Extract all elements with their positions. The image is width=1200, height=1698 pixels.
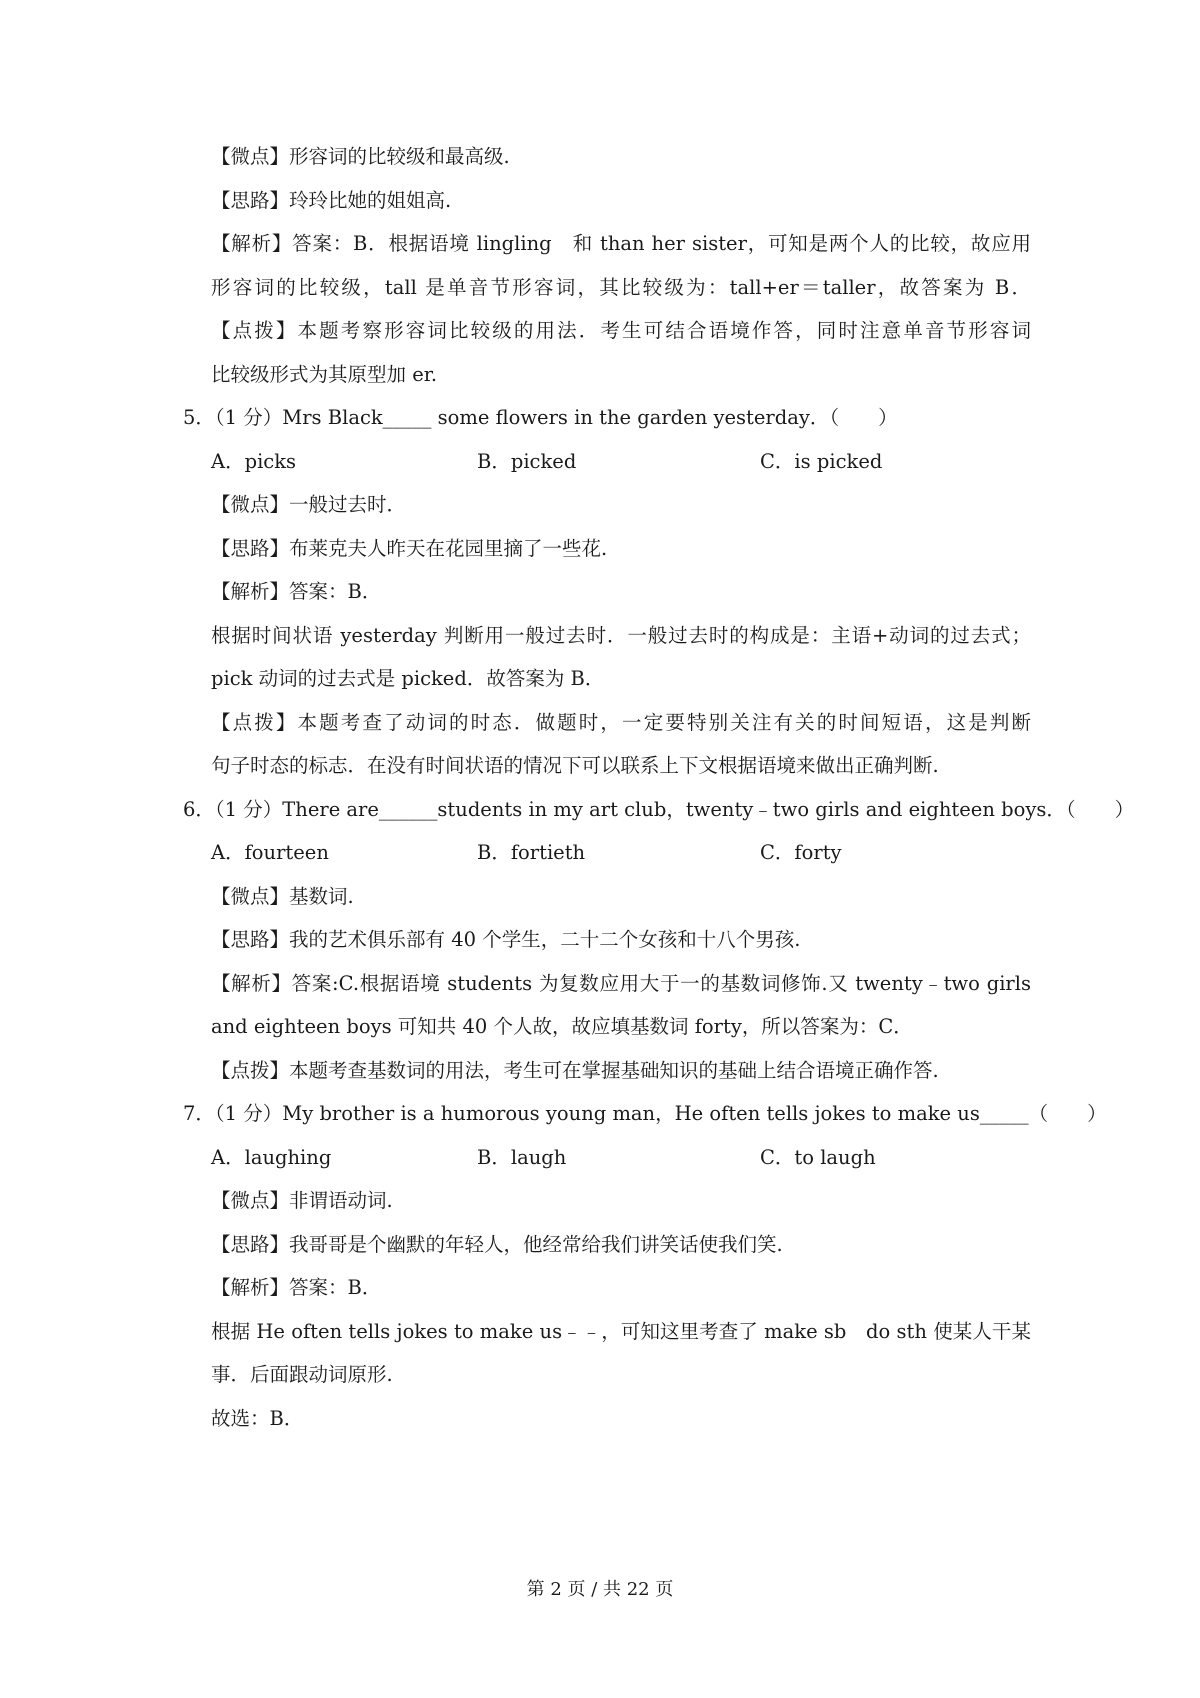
question-7-analysis: 【解析】答案：B． xyxy=(211,1276,382,1299)
question-6-option-a: A．fourteen xyxy=(211,841,329,864)
prev-tip-line-1: 【点拨】本题考察形容词比较级的用法．考生可结合语境作答，同时注意单音节形容词 xyxy=(211,319,1031,342)
question-5-micro-point: 【微点】一般过去时． xyxy=(211,493,407,516)
question-5-tip-line-1: 【点拨】本题考查了动词的时态．做题时，一定要特别关注有关的时间短语，这是判断 xyxy=(211,711,1031,734)
question-5-explanation-line-1: 根据时间状语 yesterday 判断用一般过去时．一般过去时的构成是：主语+动词的过去式； xyxy=(211,624,1031,647)
question-6-tip: 【点拨】本题考查基数词的用法，考生可在掌握基础知识的基础上结合语境正确作答. xyxy=(211,1059,939,1082)
question-5-option-a: A．picks xyxy=(211,450,297,473)
question-5-option-c: C．is picked xyxy=(760,450,883,473)
question-5-stem: 5．（1 分）Mrs Black_____ some flowers in the garden yesterday．（ ） xyxy=(183,406,898,429)
question-7-explanation-line-1: 根据 He often tells jokes to make us﹣﹣，可知这里考查了 make sb do sth 使某人干某 xyxy=(211,1320,1031,1343)
question-7-option-c: C．to laugh xyxy=(760,1146,876,1169)
question-6-analysis-line-1: 【解析】答案:C.根据语境 students 为复数应用大于一的基数词修饰.又 twenty﹣two girls xyxy=(211,972,1031,995)
question-6-micro-point: 【微点】基数词. xyxy=(211,885,354,908)
question-6-idea: 【思路】我的艺术俱乐部有 40 个学生，二十二个女孩和十八个男孩. xyxy=(211,928,801,951)
question-5-option-b: B．picked xyxy=(477,450,577,473)
prev-analysis-line-1: 【解析】答案：B．根据语境 lingling 和 than her sister，可知是两个人的比较，故应用 xyxy=(211,232,1031,255)
prev-analysis-line-2: 形容词的比较级，tall 是单音节形容词，其比较级为：tall+er＝taller，故答案为 B． xyxy=(211,276,1031,299)
question-7-option-b: B．laugh xyxy=(477,1146,567,1169)
question-6-option-b: B．fortieth xyxy=(477,841,586,864)
question-6-analysis-line-2: and eighteen boys 可知共 40 个人故，故应填基数词 forty，所以答案为：C． xyxy=(211,1015,913,1038)
question-7-explanation-line-2: 事．后面跟动词原形. xyxy=(211,1363,393,1386)
page-number-footer: 第 2 页 / 共 22 页 xyxy=(526,1579,674,1600)
question-7-idea: 【思路】我哥哥是个幽默的年轻人，他经常给我们讲笑话使我们笑. xyxy=(211,1233,783,1256)
question-7-option-a: A．laughing xyxy=(211,1146,332,1169)
question-6-stem: 6．（1 分）There are______students in my art club，twenty﹣two girls and eighteen boys．（ ） xyxy=(183,798,1135,821)
question-7-micro-point: 【微点】非谓语动词. xyxy=(211,1189,393,1212)
question-5-analysis: 【解析】答案：B． xyxy=(211,580,382,603)
question-5-idea: 【思路】布莱克夫人昨天在花园里摘了一些花. xyxy=(211,537,608,560)
question-5-tip-line-2: 句子时态的标志．在没有时间状语的情况下可以联系上下文根据语境来做出正确判断. xyxy=(211,754,939,777)
prev-idea: 【思路】玲玲比她的姐姐高. xyxy=(211,189,452,212)
prev-tip-line-2: 比较级形式为其原型加 er. xyxy=(211,363,438,386)
question-5-explanation-line-2: pick 动词的过去式是 picked．故答案为 B． xyxy=(211,667,605,690)
question-7-stem: 7．（1 分）My brother is a humorous young man，He often tells jokes to make us_____（ ） xyxy=(183,1102,1107,1125)
question-6-option-c: C．forty xyxy=(760,841,842,864)
prev-micro-point: 【微点】形容词的比较级和最高级. xyxy=(211,145,510,168)
question-7-conclusion: 故选：B． xyxy=(211,1407,304,1430)
